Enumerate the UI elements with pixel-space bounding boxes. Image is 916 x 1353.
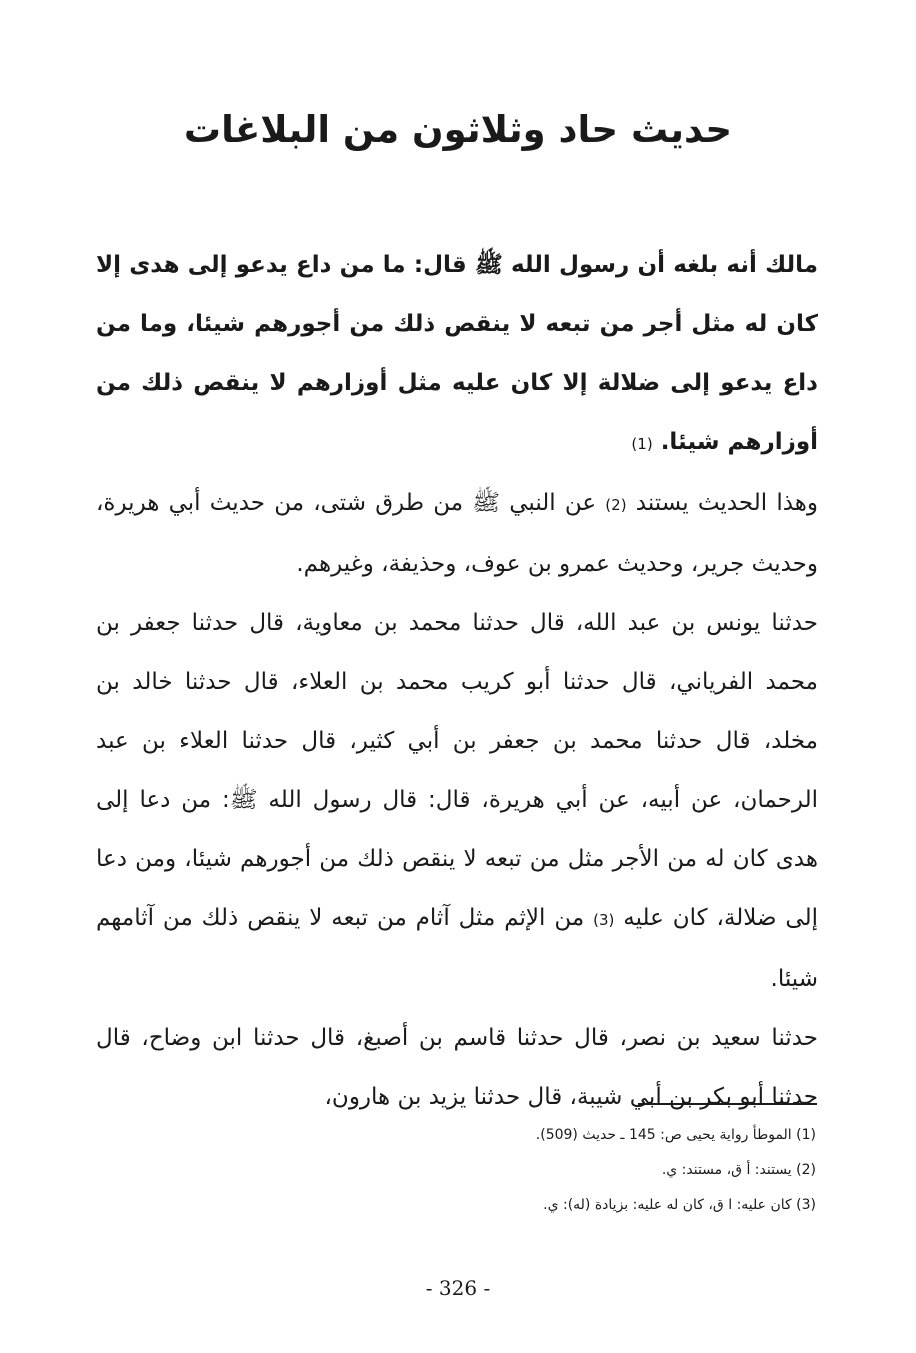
footnote-ref-3: (3)	[593, 911, 615, 929]
paragraph-isnad-2	[96, 1009, 818, 1127]
paragraph-text: وهذا الحديث يستند	[635, 490, 819, 516]
paragraph-text: مالك أنه بلغه أن رسول الله ﷺ قال: ما من داع يدعو إلى هدى إلا كان له مثل أجر من تبعه لا ينقص ذلك من أجورهم شيئا، وما من داع يدعو إلى ضلالة إلا كان عليه مثل أوزارهم لا ينقص ذلك من أوزارهم شيئا.	[96, 252, 818, 455]
page-number: - 326 -	[425, 1276, 491, 1300]
paragraph-text: عن النبي ﷺ من طرق شتى، من حديث أبي هريرة، وحديث جرير، وحديث عمرو بن عوف، وحذيفة، وغيرهم.	[96, 490, 818, 577]
page-title: حديث حاد وثلاثون من البلاغات	[183, 108, 733, 151]
footnote-3: (3) كان عليه: ا ق، كان له عليه: بزيادة (له): ي.	[543, 1197, 816, 1213]
footnote-2: (2) يستند: أ ق، مستند: ي.	[661, 1162, 816, 1178]
paragraph-text: من الإثم مثل آثام من تبعه لا ينقص ذلك من آثامهم شيئا.	[96, 905, 818, 992]
footnote-ref-1: (1)	[631, 435, 653, 453]
footnote-ref-2: (2)	[605, 496, 627, 514]
main-text	[96, 236, 818, 1127]
paragraph-hadith	[96, 236, 818, 474]
footnote-divider	[638, 1103, 817, 1105]
paragraph-text: حدثنا سعيد بن نصر، قال حدثنا قاسم بن أصبغ، قال حدثنا ابن وضاح، قال حدثنا أبو بكر بن أبي شيبة، قال حدثنا يزيد بن هارون،	[96, 1025, 818, 1110]
footnotes	[380, 1118, 816, 1223]
paragraph-chains	[96, 474, 818, 594]
paragraph-text: حدثنا يونس بن عبد الله، قال حدثنا محمد بن معاوية، قال حدثنا جعفر بن محمد الفرياني، قال حدثنا أبو كريب محمد بن العلاء، قال حدثنا خالد بن مخلد، قال حدثنا محمد بن جعفر بن أبي كثير، قال حدثنا العلاء بن عبد الرحمان، عن أبيه، عن أبي هريرة، قال: قال رسول الله ﷺ: من دعا إلى هدى كان له من الأجر مثل من تبعه لا ينقص ذلك من أجورهم شيئا، ومن دعا إلى ضلالة، كان عليه	[96, 610, 819, 931]
footnote-1: (1) الموطأ رواية يحيى ص: 145 ـ حديث (509).	[535, 1127, 816, 1143]
paragraph-isnad-1	[96, 594, 818, 1009]
